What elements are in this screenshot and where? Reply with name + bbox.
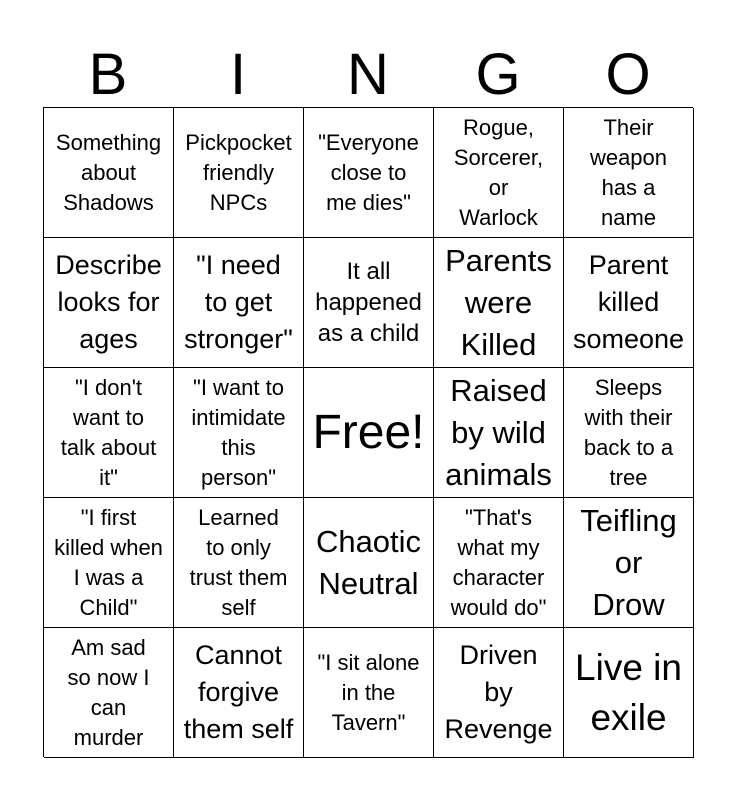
cell-text: "I need to get stronger": [184, 250, 293, 354]
header-letter-g: G: [475, 42, 521, 107]
cell-text: Am sad so now I can murder: [67, 634, 150, 750]
cell-text: Live in exile: [575, 646, 682, 738]
cell-text: "I want to intimidate this person": [191, 374, 286, 490]
bingo-header: [43, 44, 693, 106]
bingo-cell-3-1[interactable]: [44, 368, 174, 498]
cell-text: "I don't want to talk about it": [60, 374, 157, 490]
header-letter-o: O: [605, 42, 651, 107]
bingo-cell-1-2[interactable]: [174, 108, 304, 238]
bingo-cell-1-3[interactable]: [304, 108, 434, 238]
bingo-cell-3-2[interactable]: [174, 368, 304, 498]
bingo-cell-2-3[interactable]: [304, 238, 434, 368]
header-letter-b: B: [88, 42, 128, 107]
cell-text: Parents were Killed: [445, 242, 552, 362]
cell-text: Rogue, Sorcerer, or Warlock: [453, 114, 544, 230]
bingo-cell-4-3[interactable]: [304, 498, 434, 628]
bingo-cell-5-5[interactable]: [564, 628, 694, 758]
cell-text: Sleeps with their back to a tree: [583, 374, 674, 490]
header-letter-n: N: [347, 42, 389, 107]
bingo-cell-4-2[interactable]: [174, 498, 304, 628]
cell-text: Describe looks for ages: [55, 250, 162, 354]
cell-text: Something about Shadows: [55, 129, 162, 215]
cell-text: Driven by Revenge: [444, 640, 553, 744]
bingo-card-grid: [43, 107, 693, 757]
bingo-cell-2-4[interactable]: [434, 238, 564, 368]
cell-text: Learned to only trust them self: [189, 504, 288, 620]
bingo-cell-2-2[interactable]: [174, 238, 304, 368]
cell-text: Pickpocket friendly NPCs: [185, 129, 292, 215]
cell-text: Their weapon has a name: [589, 114, 668, 230]
bingo-cell-4-1[interactable]: [44, 498, 174, 628]
bingo-cell-5-4[interactable]: [434, 628, 564, 758]
bingo-cell-1-1[interactable]: [44, 108, 174, 238]
bingo-cell-4-5[interactable]: [564, 498, 694, 628]
cell-text: Cannot forgive them self: [183, 640, 294, 744]
cell-text: It all happened as a child: [315, 258, 422, 347]
bingo-cell-1-4[interactable]: [434, 108, 564, 238]
bingo-cell-3-4[interactable]: [434, 368, 564, 498]
bingo-cell-2-1[interactable]: [44, 238, 174, 368]
bingo-cell-1-5[interactable]: [564, 108, 694, 238]
header-letter-i: I: [229, 42, 247, 107]
cell-text: "I sit alone in the Tavern": [317, 649, 420, 735]
bingo-cell-4-4[interactable]: [434, 498, 564, 628]
cell-text: "I first killed when I was a Child": [54, 504, 163, 620]
cell-text: Chaotic Neutral: [315, 523, 422, 601]
cell-text: Teifling or Drow: [580, 502, 677, 622]
bingo-cell-5-2[interactable]: [174, 628, 304, 758]
cell-text: "Everyone close to me dies": [318, 129, 419, 215]
bingo-cell-5-3[interactable]: [304, 628, 434, 758]
bingo-cell-free[interactable]: [304, 368, 434, 498]
bingo-cell-2-5[interactable]: [564, 238, 694, 368]
cell-text: Raised by wild animals: [445, 372, 552, 492]
bingo-cell-5-1[interactable]: [44, 628, 174, 758]
bingo-cell-3-5[interactable]: [564, 368, 694, 498]
cell-text: Parent killed someone: [572, 250, 685, 354]
cell-text: "That's what my character would do": [450, 504, 547, 620]
free-space-text: Free!: [312, 405, 425, 459]
